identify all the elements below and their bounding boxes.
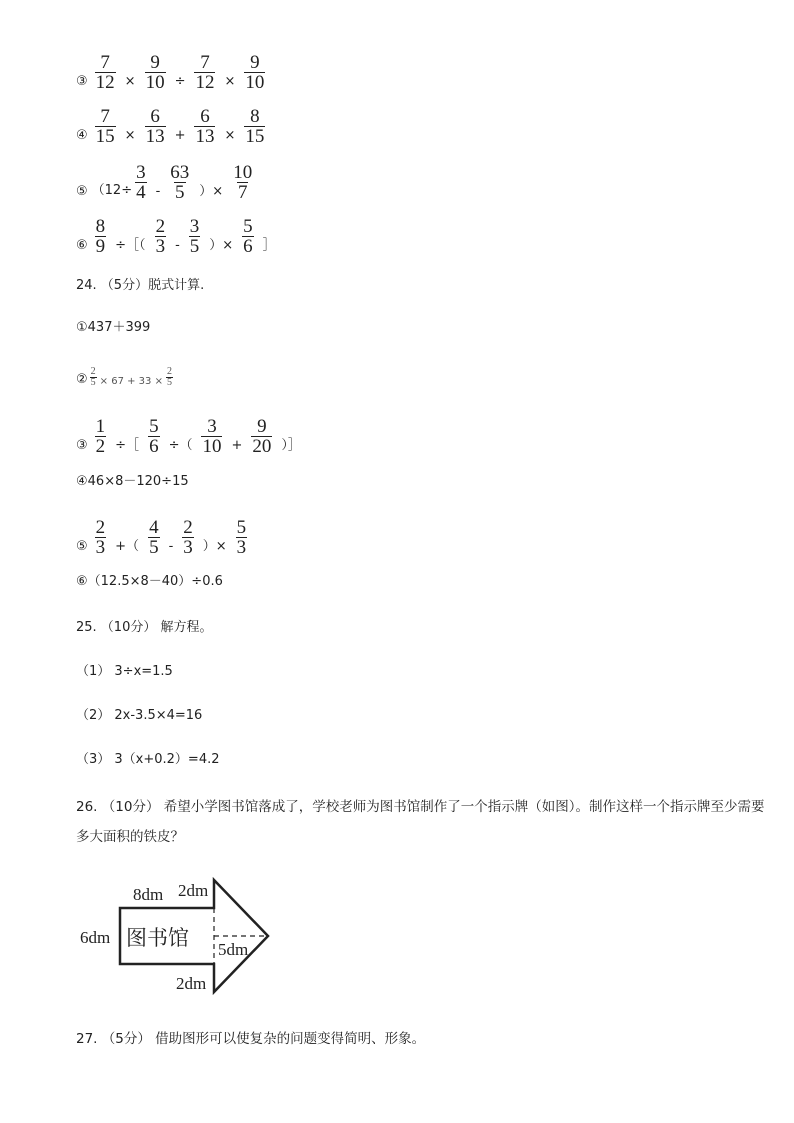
library-sign-figure (76, 868, 276, 1000)
q25-item-3: （3） 3（x+0.2）=4.2 (76, 752, 220, 767)
fraction: $\frac{2}{3}$ (95, 517, 106, 558)
q23-item-3 (76, 50, 268, 93)
operator: - (175, 238, 180, 253)
operator: + (231, 438, 243, 453)
item-marker: ② (76, 372, 88, 387)
label-2dm-bottom: 2dm (176, 974, 207, 993)
expression-text: ÷（ (168, 438, 193, 453)
fraction: $\frac{5}{6}$ (149, 416, 159, 457)
fraction: $\frac{2}{3}$ (183, 517, 193, 558)
label-6dm: 6dm (80, 928, 111, 947)
fraction: $\frac{63}{5}$ (170, 162, 190, 203)
question-text: 27. （5分） 借助图形可以使复杂的问题变得简明、形象。 (76, 1031, 426, 1047)
fraction: $\frac{2}{5}$ (90, 366, 96, 388)
fraction: $\frac{5}{3}$ (236, 517, 247, 558)
q26-text (48, 792, 768, 852)
fraction: $\frac{8}{15}$ (245, 106, 265, 147)
operator: + (174, 128, 186, 143)
q23-item-5 (76, 160, 256, 203)
q25-title: 25. （10分） 解方程。 (76, 620, 213, 635)
fraction: $\frac{9}{10}$ (245, 52, 265, 93)
q24-item-3 (76, 414, 307, 457)
fraction: $\frac{7}{12}$ (95, 52, 115, 93)
item-marker: ③ (76, 438, 88, 453)
fraction: $\frac{3}{5}$ (189, 216, 200, 257)
operator: - (155, 184, 161, 199)
label-2dm-top: 2dm (178, 881, 209, 900)
operator: × (224, 128, 236, 143)
expression-text: ］ (262, 238, 276, 253)
expression-text: （12÷ (91, 183, 133, 198)
expression-text: ）× (202, 539, 227, 554)
expression-text: ÷［ (115, 438, 140, 453)
q24-item-6: ⑥（12.5×8－40）÷0.6 (76, 574, 223, 589)
item-marker: ⑥ (76, 238, 88, 253)
expression-text: × 67 + 33 × (99, 376, 163, 387)
fraction: $\frac{9}{20}$ (252, 416, 272, 457)
fraction: $\frac{10}{7}$ (233, 162, 253, 203)
fraction: $\frac{9}{10}$ (145, 52, 165, 93)
operator: × (124, 128, 136, 143)
fraction: $\frac{2}{3}$ (155, 216, 166, 257)
expression-text: +（ (115, 539, 140, 554)
expression-text: ）］ (281, 438, 301, 453)
fraction: $\frac{3}{10}$ (202, 416, 222, 457)
item-marker: ④ (76, 128, 88, 143)
expression-text: ）× (209, 238, 234, 253)
q24-item-5 (76, 515, 250, 558)
operator: - (168, 539, 174, 554)
label-5dm: 5dm (218, 940, 249, 959)
fraction: $\frac{6}{13}$ (145, 106, 165, 147)
question-text: 26. （10分） 希望小学图书馆落成了，学校老师为图书馆制作了一个指示牌（如图）。制作这样一个指示牌至少需要多大面积的铁皮？ (76, 799, 765, 845)
fraction: $\frac{4}{5}$ (149, 517, 159, 558)
operator: ÷ (174, 74, 186, 89)
q24-title: 24. （5分）脱式计算. (76, 278, 205, 293)
fraction: $\frac{5}{6}$ (243, 216, 253, 257)
q23-item-6 (76, 214, 282, 257)
operator: × (224, 74, 236, 89)
expression-text: ）× (199, 184, 224, 199)
q24-item-4: ④46×8－120÷15 (76, 474, 189, 489)
expression-text: ÷［（ (115, 238, 146, 253)
q24-item-1: ①437＋399 (76, 320, 151, 335)
fraction: $\frac{1}{2}$ (95, 416, 106, 457)
q24-item-2 (76, 366, 174, 387)
operator: × (124, 74, 136, 89)
fraction: $\frac{3}{4}$ (136, 162, 146, 203)
fraction: $\frac{7}{12}$ (195, 52, 215, 93)
label-8dm: 8dm (133, 885, 164, 904)
fraction: $\frac{2}{5}$ (166, 366, 172, 388)
item-marker: ⑤ (76, 184, 88, 199)
fraction: $\frac{6}{13}$ (195, 106, 215, 147)
item-marker: ⑤ (76, 539, 88, 554)
item-marker: ③ (76, 74, 88, 89)
q25-item-1: （1） 3÷x=1.5 (76, 664, 173, 679)
fraction: $\frac{7}{15}$ (95, 106, 115, 147)
q27-text (48, 1024, 768, 1054)
q23-item-4 (76, 104, 268, 147)
fraction: $\frac{8}{9}$ (95, 216, 106, 257)
sign-text: 图书馆 (126, 926, 189, 950)
q25-item-2: （2） 2x-3.5×4=16 (76, 708, 203, 723)
